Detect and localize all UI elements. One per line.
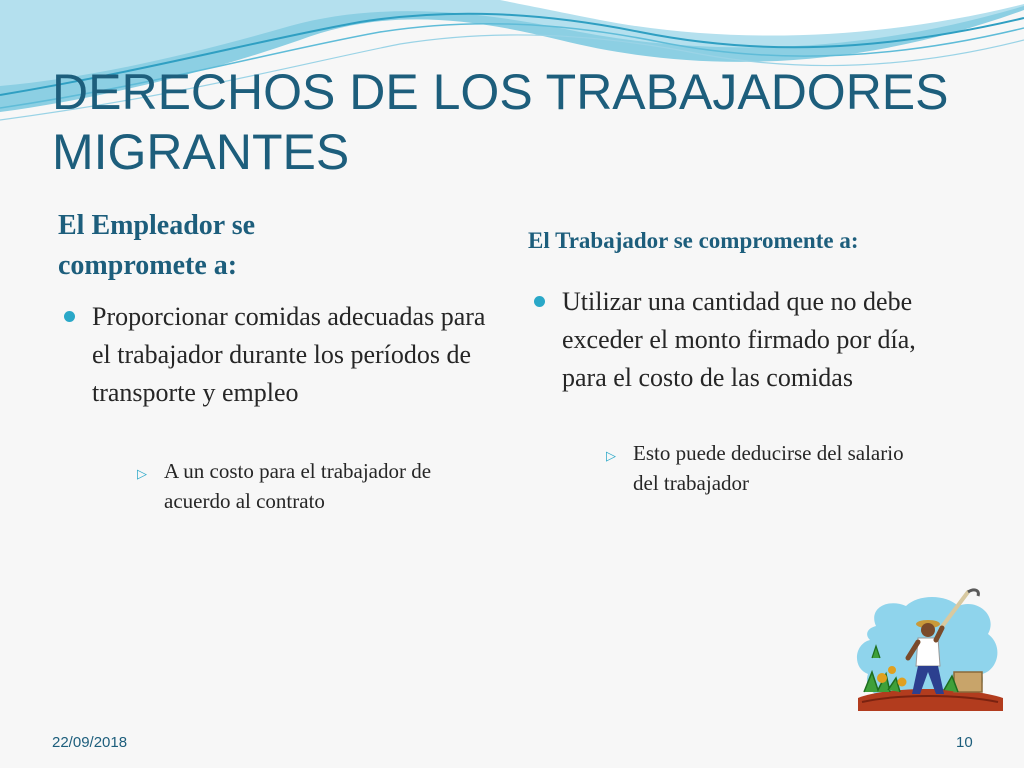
slide-number: 10 (956, 734, 973, 751)
bullet-dot-icon (64, 311, 75, 322)
footer-date: 22/09/2018 (52, 734, 128, 751)
worker-bullet-text: Utilizar una cantidad que no debe exceder el monto firmado por día, para el costo de las comidas (562, 287, 916, 392)
employer-sub-bullet-text: A un costo para el trabajador de acuerdo al contrato (164, 459, 432, 513)
slide-title: DERECHOS DE LOS TRABAJADORES MIGRANTES (52, 64, 949, 180)
employer-column-heading: El Empleador se compromete a: (58, 210, 256, 281)
bullet-dot-icon (534, 296, 545, 307)
farm-worker-icon (848, 586, 1008, 721)
worker-sub-bullet-text: Esto puede deducirse del salario del trabajador (633, 441, 904, 495)
employer-bullet-text: Proporcionar comidas adecuadas para el trabajador durante los períodos de transporte y empleo (92, 302, 486, 407)
employer-sub-bullet (137, 456, 494, 516)
worker-bullet (562, 283, 962, 397)
worker-column-heading: El Trabajador se compromente a: (528, 228, 859, 253)
arrow-bullet-icon: ▷ (137, 467, 147, 482)
employer-bullet (92, 298, 492, 412)
arrow-bullet-icon: ▷ (606, 449, 616, 464)
worker-sub-bullet (606, 438, 933, 498)
